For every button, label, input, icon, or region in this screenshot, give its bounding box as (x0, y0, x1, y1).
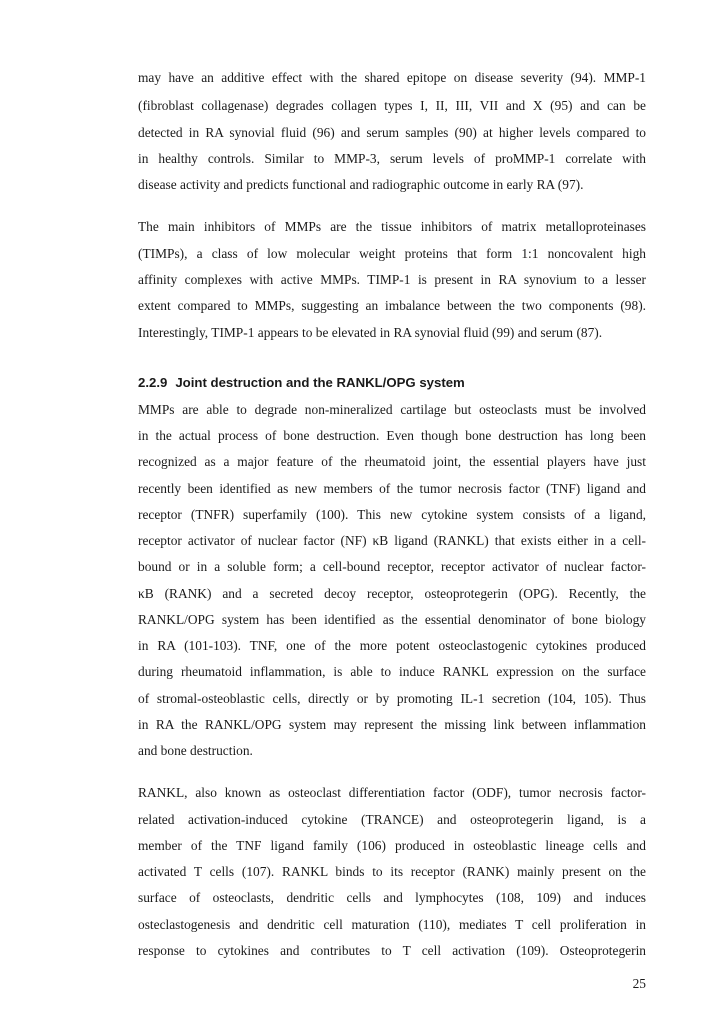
section-title: Joint destruction and the RANKL/OPG system (175, 375, 465, 390)
text-line: osteclastogenesis and dendritic cell maturation (110), mediates T cell proliferation in (138, 917, 646, 932)
text-line: activated T cells (107). RANKL binds to its receptor (RANK) mainly present on the (138, 864, 646, 879)
text-line: in RA the RANKL/OPG system may represent the missing link between inflammation (138, 717, 646, 732)
text-line: receptor activator of nuclear factor (NF) κB ligand (RANKL) that exists either in a cell- (138, 533, 646, 548)
text-line: in RA (101-103). TNF, one of the more potent osteoclastogenic cytokines produced (138, 638, 646, 653)
text-line: member of the TNF ligand family (106) produced in osteoblastic lineage cells and (138, 838, 646, 853)
text-line: bound or in a soluble form; a cell-bound receptor, receptor activator of nuclear factor- (138, 559, 646, 574)
text-line: recognized as a major feature of the rheumatoid joint, the essential players have just (138, 454, 646, 469)
section-heading (138, 375, 646, 391)
text-line: (TIMPs), a class of low molecular weight proteins that form 1:1 noncovalent high (138, 246, 646, 261)
text-line: detected in RA synovial fluid (96) and serum samples (90) at higher levels compared to (138, 125, 646, 140)
text-line: disease activity and predicts functional and radiographic outcome in early RA (97). (138, 177, 584, 192)
page-number: 25 (632, 976, 646, 991)
text-line: and bone destruction. (138, 743, 253, 758)
text-line: of stromal-osteoblastic cells, directly or by promoting IL-1 secretion (104, 105). Thus (138, 691, 646, 706)
text-line: receptor (TNFR) superfamily (100). This new cytokine system consists of a ligand, (138, 507, 646, 522)
text-line: may have an additive effect with the shared epitope on disease severity (94). MMP-1 (138, 70, 646, 85)
text-line: surface of osteoclasts, dendritic cells and lymphocytes (108, 109) and induces (138, 890, 646, 905)
text-line: MMPs are able to degrade non-mineralized cartilage but osteoclasts must be involved (138, 402, 646, 417)
text-line: (fibroblast collagenase) degrades collagen types I, II, III, VII and X (95) and can be (138, 98, 646, 113)
text-line: RANKL, also known as osteoclast differentiation factor (ODF), tumor necrosis factor- (138, 785, 646, 800)
text-line: in the actual process of bone destruction. Even though bone destruction has long been (138, 428, 646, 443)
text-line: RANKL/OPG system has been identified as the essential denominator of bone biology (138, 612, 646, 627)
section-number: 2.2.9 (138, 375, 168, 390)
text-line: The main inhibitors of MMPs are the tissue inhibitors of matrix metalloproteinases (138, 219, 646, 234)
text-line: recently been identified as new members of the tumor necrosis factor (TNF) ligand and (138, 481, 646, 496)
text-line: κB (RANK) and a secreted decoy receptor, osteoprotegerin (OPG). Recently, the (138, 586, 646, 601)
text-line: during rheumatoid inflammation, is able to induce RANKL expression on the surface (138, 664, 646, 679)
text-line: in healthy controls. Similar to MMP-3, serum levels of proMMP-1 correlate with (138, 151, 646, 166)
text-line: Interestingly, TIMP-1 appears to be elevated in RA synovial fluid (99) and serum (87). (138, 325, 603, 340)
text-line: affinity complexes with active MMPs. TIMP-1 is present in RA synovium to a lesser (138, 272, 646, 287)
text-line: related activation-induced cytokine (TRANCE) and osteoprotegerin ligand, is a (138, 812, 646, 827)
text-line: extent compared to MMPs, suggesting an imbalance between the two components (98). (138, 298, 646, 313)
text-line: response to cytokines and contributes to T cell activation (109). Osteoprotegerin (138, 943, 646, 958)
